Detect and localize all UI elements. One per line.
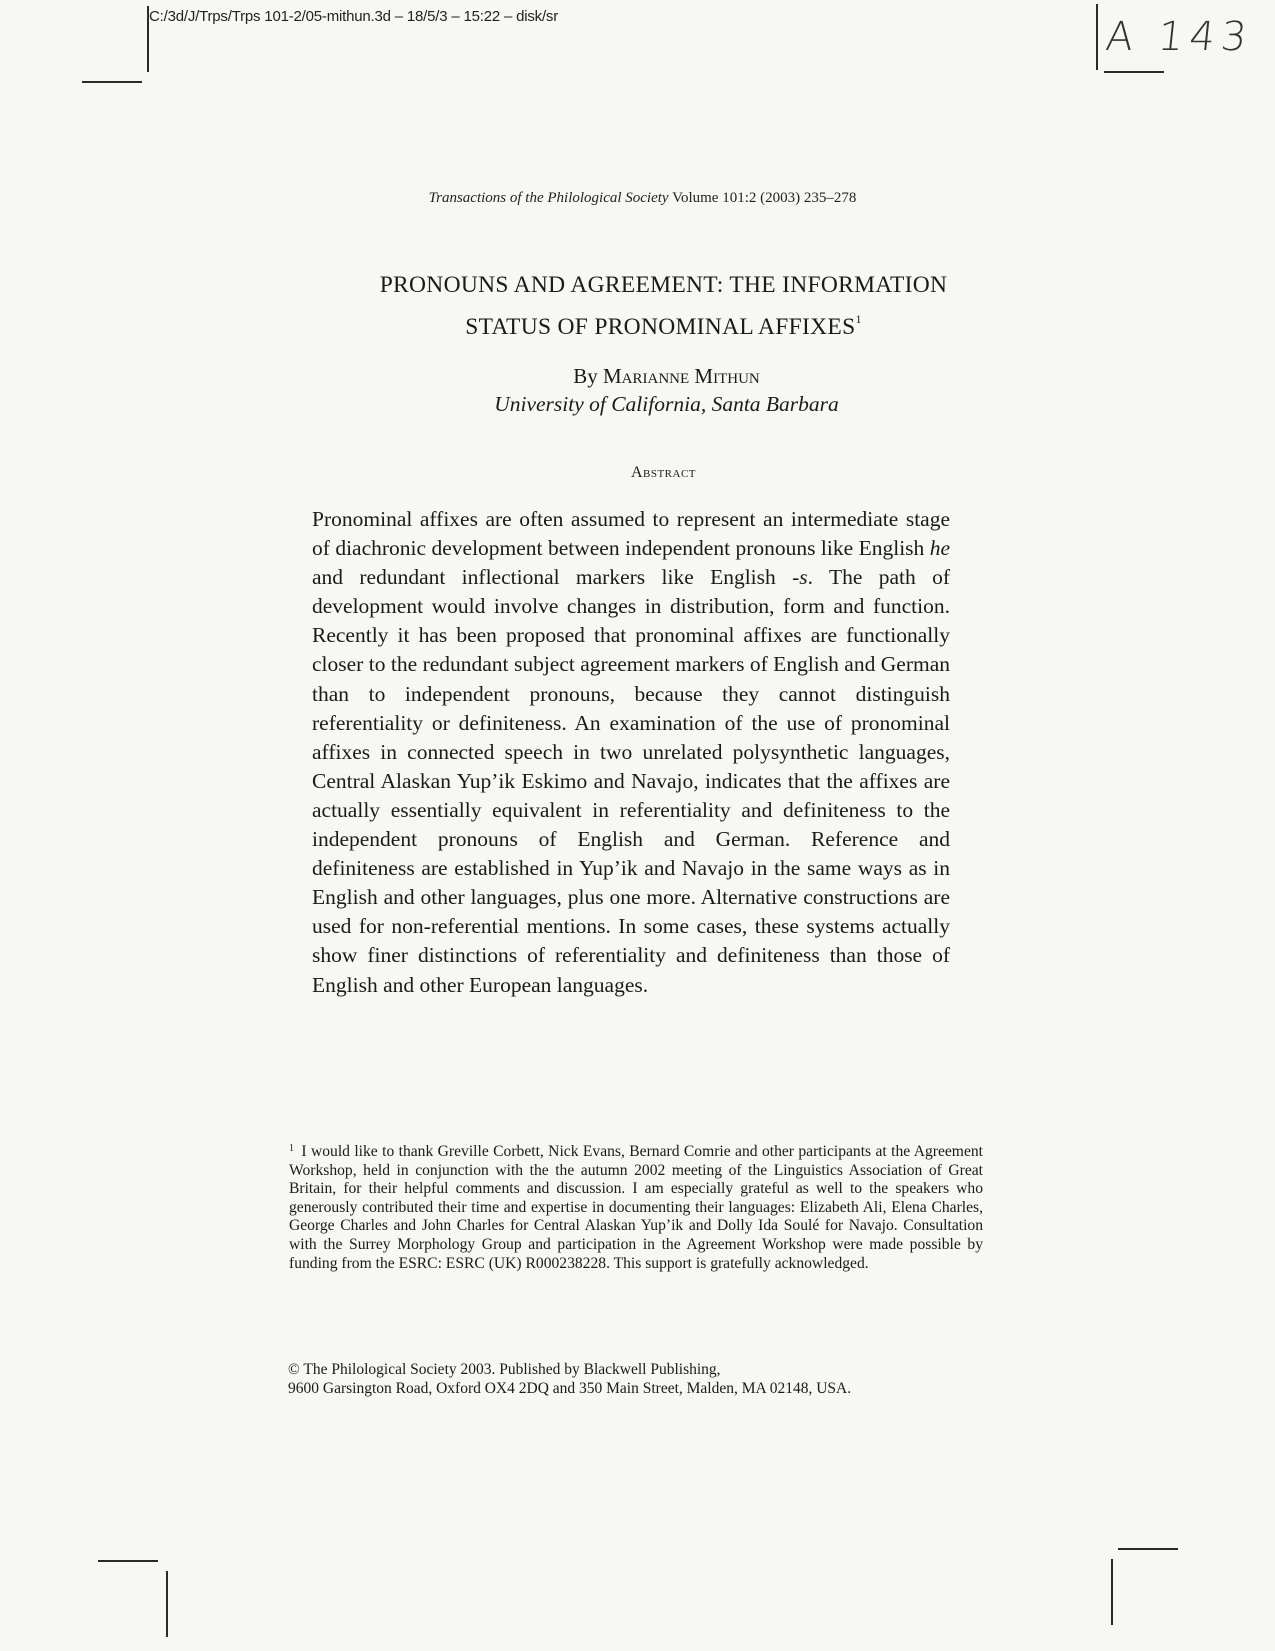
crop-mark-bottom-left-horizontal [98, 1560, 158, 1562]
copyright-line-1: © The Philological Society 2003. Published by Blackwell Publishing, [288, 1361, 721, 1378]
crop-mark-bottom-right-vertical [1111, 1559, 1113, 1625]
title-footnote-ref: 1 [855, 312, 862, 326]
file-path-header: C:/3d/J/Trps/Trps 101-2/05-mithun.3d – 18/5/3 – 15:22 – disk/sr [149, 8, 559, 25]
crop-mark-top-right-vertical [1096, 4, 1098, 70]
title-line-2: STATUS OF PRONOMINAL AFFIXES$^1$ [465, 312, 862, 340]
crop-mark-top-right-horizontal [1104, 71, 1164, 73]
example-s: -s [792, 565, 808, 590]
crop-mark-bottom-left-vertical [166, 1571, 168, 1637]
abstract-body: Pronominal affixes are often assumed to represent an intermediate stage of diachronic development between independent pronouns like English he and redundant inflectional markers like English -s. The path of development would involve changes in distribution, form and function. Recently it has been proposed that pronominal affixes are functionally closer to the redundant subject agreement markers of English and German than to independent pronouns, because they cannot distinguish referentiality or definiteness. An examination of the use of pronominal affixes in connected speech in two unrelated polysynthetic languages, Central Alaskan Yup’ik Eskimo and Navajo, indicates that the affixes are actually essentially equivalent in referentiality and definiteness to the independent pronouns of English and German. Reference and definiteness are established in Yup’ik and Navajo in the same ways as in English and other languages, plus one more. Alternative constructions are used for non-referential mentions. In some cases, these systems actually show finer distinctions of referentiality and definiteness than those of English and other European languages. [312, 507, 950, 997]
example-he: he [929, 536, 950, 561]
journal-citation-line [0, 190, 1275, 207]
author-by: By [573, 364, 598, 388]
handwritten-reference-note: A 143 [1103, 14, 1255, 60]
author-affiliation: University of California, Santa Barbara [494, 392, 839, 416]
crop-mark-top-left-horizontal [82, 81, 142, 83]
title-line-1: PRONOUNS AND AGREEMENT: THE INFORMATION [379, 272, 948, 298]
acknowledgement-footnote [289, 1140, 983, 1273]
article-title [0, 268, 1275, 344]
abstract-heading: Abstract [630, 464, 697, 481]
footnote-marker: 1 [289, 1143, 294, 1154]
author-byline [0, 364, 1275, 389]
footnote-text: I would like to thank Greville Corbett, Nick Evans, Bernard Comrie and other participants at the Agreement Workshop, held in conjunction with the the autumn 2002 meeting of the Linguistics Association of Great Britain, for their helpful comments and discussion. I am especially grateful as well to the speakers who generously contributed their time and expertise in documenting their languages: Elizabeth Ali, Elena Charles, George Charles and John Charles for Central Alaskan Yup’ik and Dolly Ida Soulé for Navajo. Consultation with the Surrey Morphology Group and participation in the Agreement Workshop were made possible by funding from the ESRC: ESRC (UK) R000238228. This support is gratefully acknowledged. [289, 1143, 983, 1272]
copyright-notice [288, 1360, 988, 1398]
journal-name: Transactions of the Philological Society [428, 190, 669, 206]
journal-issue: Volume 101:2 (2003) 235–278 [672, 190, 857, 206]
author-name: Marianne Mithun [603, 364, 760, 388]
crop-mark-bottom-right-horizontal [1118, 1548, 1178, 1550]
copyright-line-2: 9600 Garsington Road, Oxford OX4 2DQ and 350 Main Street, Malden, MA 02148, USA. [288, 1380, 852, 1397]
